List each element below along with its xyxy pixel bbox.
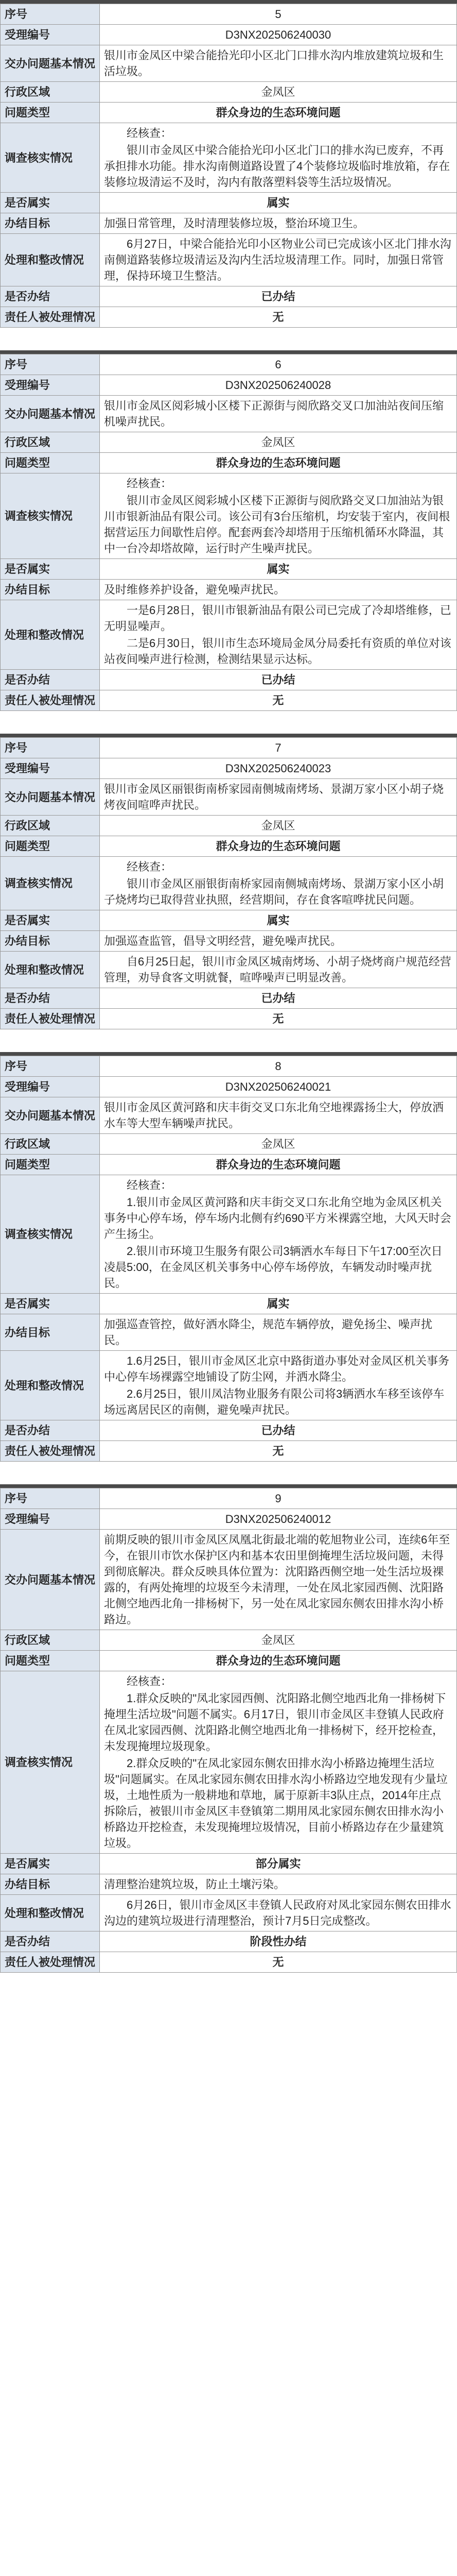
verify-paragraph: 经核查： (127, 477, 172, 490)
label-is_true: 是否属实 (1, 1854, 100, 1874)
row-seq (1, 4, 457, 25)
value-type: 群众身边的生态环境问题 (100, 836, 457, 857)
value-is_true: 属实 (100, 1294, 457, 1314)
verify-paragraph: 2.群众反映的"在凤北家园东侧农田排水沟小桥路边掩埋生活垃圾"问题属实。在凤北家园东侧农田排水沟小桥路边空地发现有少量垃圾，土地性质为一般耕地和草地，属于原新丰3队庄点，2014年庄点拆除后，被银川市金凤区丰登镇第二期用凤北家园东侧农田排水沟小桥路边开挖检查，未发现掩埋垃圾情况，目前小桥路边存在少量建筑垃圾。 (104, 1757, 448, 1850)
value-goal: 及时维修养护设备，避免噪声扰民。 (100, 580, 457, 600)
value-seq: 7 (100, 738, 457, 758)
measures-paragraph: 二是6月30日，银川市生态环境局金凤分局委托有资质的单位对该站夜间噪声进行检测，检测结果显示达标。 (104, 637, 451, 666)
row-seq (1, 1056, 457, 1077)
label-goal: 办结目标 (1, 213, 100, 234)
value-basic: 银川市金凤区阅彩城小区楼下正源街与阅欣路交叉口加油站夜间压缩机噪声扰民。 (100, 396, 457, 432)
case-table (0, 1488, 457, 1973)
value-region: 金凤区 (100, 432, 457, 453)
measures-paragraph: 一是6月28日，银川市银新油品有限公司已完成了冷却塔维修，已无明显噪声。 (104, 604, 451, 633)
label-region: 行政区域 (1, 82, 100, 103)
row-verify (1, 123, 457, 193)
case-spacer (0, 328, 457, 350)
case-card (0, 1484, 457, 1973)
value-seq: 6 (100, 354, 457, 375)
label-is_true: 是否属实 (1, 193, 100, 213)
row-verify (1, 1671, 457, 1854)
value-type: 群众身边的生态环境问题 (100, 1651, 457, 1671)
row-done (1, 670, 457, 690)
label-verify: 调查核实情况 (1, 473, 100, 559)
case-spacer (0, 711, 457, 734)
value-goal: 加强日常管理，及时清理装修垃圾，整治环境卫生。 (100, 213, 457, 234)
value-verify (100, 1671, 457, 1854)
label-region: 行政区域 (1, 1630, 100, 1651)
row-code (1, 1509, 457, 1530)
row-region (1, 1630, 457, 1651)
label-seq: 序号 (1, 4, 100, 25)
label-done: 是否办结 (1, 286, 100, 307)
label-measures: 处理和整改情况 (1, 1351, 100, 1420)
value-goal: 加强巡查监管，倡导文明经营，避免噪声扰民。 (100, 931, 457, 952)
row-code (1, 25, 457, 45)
row-is_true (1, 1294, 457, 1314)
case-spacer (0, 1462, 457, 1484)
value-region: 金凤区 (100, 1134, 457, 1155)
verify-paragraph: 1.银川市金凤区黄河路和庆丰街交叉口东北角空地为金凤区机关事务中心停车场，停车场内北侧有约690平方米裸露空地，大风天时会产生扬尘。 (104, 1196, 451, 1241)
value-seq: 9 (100, 1488, 457, 1509)
measures-paragraph: 2.6月25日，银川凤洁物业服务有限公司将3辆洒水车移至该停车场远离居民区的南侧，避免噪声扰民。 (104, 1387, 445, 1416)
row-accountable (1, 690, 457, 711)
value-goal: 清理整治建筑垃圾，防止土壤污染。 (100, 1874, 457, 1895)
value-is_true: 部分属实 (100, 1854, 457, 1874)
value-seq: 5 (100, 4, 457, 25)
value-region: 金凤区 (100, 82, 457, 103)
measures-paragraph: 自6月25日起，银川市金凤区城南烤场、小胡子烧烤商户规范经营管理，劝导食客文明就餐，喧哗噪声已明显改善。 (104, 955, 451, 984)
value-verify (100, 473, 457, 559)
label-code: 受理编号 (1, 375, 100, 396)
value-verify (100, 857, 457, 910)
row-code (1, 758, 457, 779)
label-seq: 序号 (1, 738, 100, 758)
label-verify: 调查核实情况 (1, 1671, 100, 1854)
row-goal (1, 931, 457, 952)
value-measures (100, 1895, 457, 1931)
value-verify (100, 123, 457, 193)
row-verify (1, 857, 457, 910)
value-basic: 银川市金凤区黄河路和庆丰街交叉口东北角空地裸露扬尘大，停放洒水车等大型车辆噪声扰民。 (100, 1097, 457, 1134)
label-basic: 交办问题基本情况 (1, 779, 100, 816)
label-measures: 处理和整改情况 (1, 952, 100, 988)
label-measures: 处理和整改情况 (1, 1895, 100, 1931)
label-region: 行政区域 (1, 816, 100, 836)
value-basic: 银川市金凤区丽银街南桥家园南侧城南烤场、景湖万家小区小胡子烧烤夜间喧哗声扰民。 (100, 779, 457, 816)
row-type (1, 1651, 457, 1671)
row-measures (1, 1895, 457, 1931)
row-code (1, 1077, 457, 1097)
verify-paragraph: 经核查： (127, 860, 172, 873)
value-accountable: 无 (100, 1952, 457, 1973)
row-type (1, 453, 457, 473)
value-goal: 加强巡查管控，做好洒水降尘，规范车辆停放，避免扬尘、噪声扰民。 (100, 1314, 457, 1351)
row-basic (1, 396, 457, 432)
label-accountable: 责任人被处理情况 (1, 690, 100, 711)
row-accountable (1, 307, 457, 328)
value-type: 群众身边的生态环境问题 (100, 103, 457, 123)
label-verify: 调查核实情况 (1, 123, 100, 193)
value-is_true: 属实 (100, 559, 457, 580)
case-table (0, 1056, 457, 1462)
value-basic: 前期反映的银川市金凤区凤凰北街最北端的乾旭物业公司，连续6年至今，在银川市饮水保护区内和基本农田里倒掩埋生活垃圾问题，未得到彻底解决。群众反映具体位置为：沈阳路西侧空地一处生活垃圾裸露的，有两处掩埋的垃圾至今未清理，一处在凤北家园西侧、沈阳路北侧空地西北角一排杨树下，另一处在凤北家园东侧农田排水沟小桥路边。 (100, 1530, 457, 1630)
label-goal: 办结目标 (1, 580, 100, 600)
verify-paragraph: 银川市金凤区阅彩城小区楼下正源街与阅欣路交叉口加油站为银川市银新油品有限公司。该公司有3台压缩机，均安装于室内，夜间根据营运压力间歇性启停。配套两套冷却塔用于压缩机循环水降温，其中一台冷却塔故障，运行时产生噪声扰民。 (104, 494, 450, 555)
row-done (1, 1931, 457, 1952)
label-type: 问题类型 (1, 836, 100, 857)
value-done: 已办结 (100, 988, 457, 1009)
row-done (1, 286, 457, 307)
label-verify: 调查核实情况 (1, 1175, 100, 1294)
value-done: 已办结 (100, 286, 457, 307)
label-basic: 交办问题基本情况 (1, 45, 100, 82)
row-basic (1, 779, 457, 816)
value-seq: 8 (100, 1056, 457, 1077)
row-measures (1, 234, 457, 286)
label-measures: 处理和整改情况 (1, 600, 100, 670)
label-accountable: 责任人被处理情况 (1, 307, 100, 328)
value-basic: 银川市金凤区中梁合能拾光印小区北门口排水沟内堆放建筑垃圾和生活垃圾。 (100, 45, 457, 82)
label-code: 受理编号 (1, 1077, 100, 1097)
label-done: 是否办结 (1, 1931, 100, 1952)
case-table (0, 737, 457, 1029)
row-region (1, 82, 457, 103)
value-code: D3NX202506240012 (100, 1509, 457, 1530)
row-is_true (1, 193, 457, 213)
value-type: 群众身边的生态环境问题 (100, 453, 457, 473)
row-region (1, 1134, 457, 1155)
value-measures (100, 1351, 457, 1420)
label-is_true: 是否属实 (1, 1294, 100, 1314)
label-basic: 交办问题基本情况 (1, 1097, 100, 1134)
row-basic (1, 45, 457, 82)
verify-paragraph: 银川市金凤区中梁合能拾光印小区北门口的排水沟已废弃，不再承担排水功能。排水沟南侧道路设置了4个装修垃圾临时堆放箱，存在装修垃圾清运不及时，沟内有散落塑料袋等生活垃圾情况。 (104, 144, 450, 189)
value-region: 金凤区 (100, 816, 457, 836)
case-spacer (0, 1029, 457, 1052)
row-done (1, 988, 457, 1009)
case-card (0, 350, 457, 711)
row-seq (1, 738, 457, 758)
row-done (1, 1420, 457, 1441)
label-is_true: 是否属实 (1, 559, 100, 580)
label-goal: 办结目标 (1, 1314, 100, 1351)
row-seq (1, 1488, 457, 1509)
label-code: 受理编号 (1, 1509, 100, 1530)
value-is_true: 属实 (100, 910, 457, 931)
verify-paragraph: 2.银川市环境卫生服务有限公司3辆洒水车每日下午17:00至次日凌晨5:00，在金凤区机关事务中心停车场停放，车辆发动时噪声扰民。 (104, 1245, 443, 1290)
row-accountable (1, 1009, 457, 1029)
case-table (0, 4, 457, 328)
label-code: 受理编号 (1, 25, 100, 45)
label-basic: 交办问题基本情况 (1, 396, 100, 432)
label-seq: 序号 (1, 1056, 100, 1077)
label-type: 问题类型 (1, 1155, 100, 1175)
label-region: 行政区域 (1, 432, 100, 453)
value-done: 阶段性办结 (100, 1931, 457, 1952)
label-region: 行政区域 (1, 1134, 100, 1155)
value-accountable: 无 (100, 307, 457, 328)
label-seq: 序号 (1, 354, 100, 375)
value-done: 已办结 (100, 670, 457, 690)
row-seq (1, 354, 457, 375)
verify-paragraph: 经核查： (127, 1675, 172, 1688)
row-type (1, 103, 457, 123)
label-type: 问题类型 (1, 103, 100, 123)
row-basic (1, 1530, 457, 1630)
row-accountable (1, 1441, 457, 1462)
row-goal (1, 1314, 457, 1351)
row-type (1, 1155, 457, 1175)
measures-paragraph: 1.6月25日，银川市金凤区北京中路街道办事处对金凤区机关事务中心停车场裸露空地铺设了防尘网，并洒水降尘。 (104, 1354, 450, 1383)
row-goal (1, 1874, 457, 1895)
label-done: 是否办结 (1, 988, 100, 1009)
label-type: 问题类型 (1, 1651, 100, 1671)
value-accountable: 无 (100, 690, 457, 711)
row-type (1, 836, 457, 857)
verify-paragraph: 经核查： (127, 1179, 172, 1192)
label-type: 问题类型 (1, 453, 100, 473)
row-code (1, 375, 457, 396)
verify-paragraph: 经核查： (127, 127, 172, 140)
row-is_true (1, 1854, 457, 1874)
value-code: D3NX202506240030 (100, 25, 457, 45)
value-measures (100, 952, 457, 988)
row-is_true (1, 910, 457, 931)
value-accountable: 无 (100, 1009, 457, 1029)
label-accountable: 责任人被处理情况 (1, 1952, 100, 1973)
label-goal: 办结目标 (1, 931, 100, 952)
value-measures (100, 234, 457, 286)
value-verify (100, 1175, 457, 1294)
row-measures (1, 600, 457, 670)
measures-paragraph: 6月27日，中梁合能拾光印小区物业公司已完成该小区北门排水沟南侧道路装修垃圾清运及沟内生活垃圾清理工作。同时，加强日常管理，保持环境卫生整洁。 (104, 238, 451, 282)
row-verify (1, 1175, 457, 1294)
row-measures (1, 952, 457, 988)
row-basic (1, 1097, 457, 1134)
label-seq: 序号 (1, 1488, 100, 1509)
verify-paragraph: 1.群众反映的"凤北家园西侧、沈阳路北侧空地西北角一排杨树下掩埋生活垃圾"问题不属实。6月17日，银川市金凤区丰登镇人民政府在凤北家园西侧、沈阳路北侧空地西北角一排杨树下，经开挖检查，未发现掩埋垃圾现象。 (104, 1692, 446, 1753)
case-table (0, 354, 457, 711)
label-done: 是否办结 (1, 670, 100, 690)
row-measures (1, 1351, 457, 1420)
row-accountable (1, 1952, 457, 1973)
value-accountable: 无 (100, 1441, 457, 1462)
row-goal (1, 213, 457, 234)
value-code: D3NX202506240021 (100, 1077, 457, 1097)
verify-paragraph: 银川市金凤区丽银街南桥家园南侧城南烤场、景湖万家小区小胡子烧烤均已取得营业执照，经营期间，存在食客喧哗扰民问题。 (104, 877, 444, 906)
value-measures (100, 600, 457, 670)
case-card (0, 0, 457, 328)
case-card (0, 1052, 457, 1462)
value-code: D3NX202506240023 (100, 758, 457, 779)
case-card (0, 734, 457, 1029)
label-measures: 处理和整改情况 (1, 234, 100, 286)
value-done: 已办结 (100, 1420, 457, 1441)
value-type: 群众身边的生态环境问题 (100, 1155, 457, 1175)
label-goal: 办结目标 (1, 1874, 100, 1895)
row-region (1, 432, 457, 453)
measures-paragraph: 6月26日，银川市金凤区丰登镇人民政府对凤北家园东侧农田排水沟边的建筑垃圾进行清理整治，预计7月5日完成整改。 (104, 1899, 451, 1927)
value-code: D3NX202506240028 (100, 375, 457, 396)
value-region: 金凤区 (100, 1630, 457, 1651)
label-code: 受理编号 (1, 758, 100, 779)
row-region (1, 816, 457, 836)
label-verify: 调查核实情况 (1, 857, 100, 910)
value-is_true: 属实 (100, 193, 457, 213)
row-is_true (1, 559, 457, 580)
row-verify (1, 473, 457, 559)
label-done: 是否办结 (1, 1420, 100, 1441)
label-is_true: 是否属实 (1, 910, 100, 931)
label-basic: 交办问题基本情况 (1, 1530, 100, 1630)
label-accountable: 责任人被处理情况 (1, 1441, 100, 1462)
label-accountable: 责任人被处理情况 (1, 1009, 100, 1029)
row-goal (1, 580, 457, 600)
